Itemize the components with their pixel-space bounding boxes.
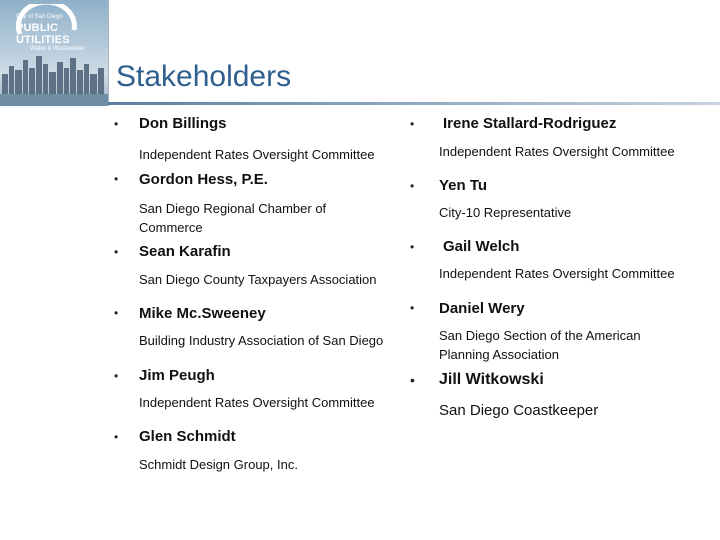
stakeholder-name: Irene Stallard-Rodriguez xyxy=(443,115,617,132)
stakeholder-org: San Diego Section of the American Planning Association xyxy=(439,328,641,362)
stakeholder-org: San Diego Regional Chamber of Commerce xyxy=(139,201,327,235)
page-title: Stakeholders xyxy=(116,60,292,93)
header-divider xyxy=(108,0,109,106)
logo-brand-text: PUBLIC UTILITIES xyxy=(16,22,70,46)
stakeholder-org: Independent Rates Oversight Committee xyxy=(139,147,375,162)
stakeholder-org: Independent Rates Oversight Committee xyxy=(139,395,375,410)
stakeholder-org: Independent Rates Oversight Committee xyxy=(439,266,675,281)
title-underline xyxy=(108,102,720,105)
stakeholder-name: Don Billings xyxy=(139,115,227,132)
slide-header xyxy=(0,0,720,110)
stakeholder-name: Daniel Wery xyxy=(439,300,525,317)
stakeholder-org: City-10 Representative xyxy=(439,205,572,220)
stakeholder-org: Schmidt Design Group, Inc. xyxy=(139,457,298,472)
stakeholder-name: Glen Schmidt xyxy=(139,428,236,445)
stakeholder-name: Jill Witkowski xyxy=(439,371,544,388)
stakeholder-name: Mike Mc.Sweeney xyxy=(139,305,266,322)
stakeholder-name: Yen Tu xyxy=(439,177,488,194)
stakeholder-name: Jim Peugh xyxy=(139,367,215,384)
stakeholder-name: Gordon Hess, P.E. xyxy=(139,171,268,188)
stakeholder-org: Independent Rates Oversight Committee xyxy=(439,144,675,159)
stakeholder-org: Building Industry Association of San Diego xyxy=(139,333,384,348)
public-utilities-logo xyxy=(0,0,108,106)
stakeholder-name: Gail Welch xyxy=(443,238,520,255)
stakeholder-org: San Diego County Taxpayers Association xyxy=(139,272,377,287)
stakeholder-org: San Diego Coastkeeper xyxy=(439,402,599,419)
logo-tagline: Water & Wastewater xyxy=(30,46,85,52)
city-skyline-icon xyxy=(0,46,108,96)
stakeholder-name: Sean Karafin xyxy=(139,243,231,260)
logo-city-text: City of San Diego xyxy=(16,14,63,20)
